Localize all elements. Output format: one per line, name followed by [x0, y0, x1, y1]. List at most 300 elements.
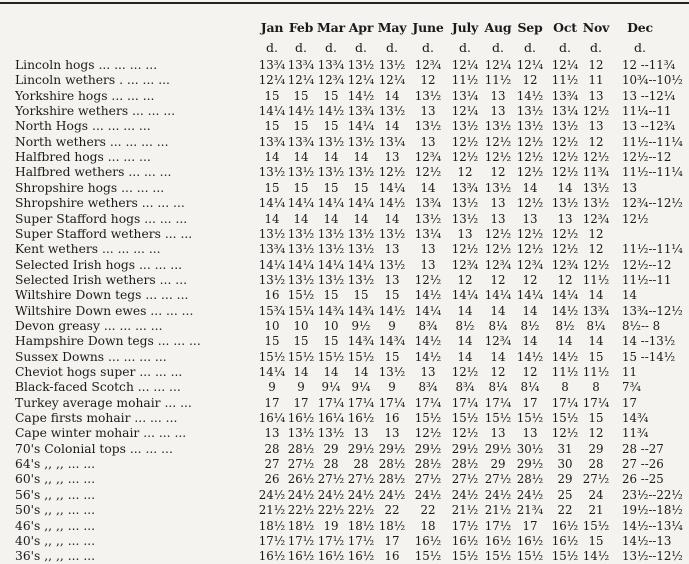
price-cell: 28 [353, 457, 369, 472]
price-cell: 12 [522, 365, 538, 379]
price-cell: 14 [588, 288, 604, 303]
price-cell: 14 [490, 303, 506, 318]
price-cell: 13¾ [582, 303, 610, 318]
price-cell: 14¾ [347, 303, 375, 318]
price-cell: 14 [420, 180, 436, 195]
price-cell: 12½ [551, 150, 579, 165]
price-cell: 14½ [551, 303, 579, 318]
price-cell: 28½ [516, 472, 544, 487]
price-cell: 25 [557, 487, 573, 502]
row-label: Shropshire wethers ... ... ... [15, 196, 185, 211]
price-cell: 17½ [484, 518, 512, 533]
price-cell: 13½ [347, 226, 375, 241]
price-cell: 16½ [414, 533, 442, 548]
price-cell: 13½ [317, 226, 345, 241]
price-cell: 14¼ [258, 365, 286, 379]
price-cell: 10 [293, 318, 309, 333]
price-cell: 22½ [317, 503, 345, 518]
price-cell: 27½ [317, 472, 345, 487]
price-cell: 13½ [287, 226, 315, 241]
price-cell: 13½ [484, 180, 512, 195]
price-cell: 9½ [351, 318, 371, 333]
unit-label: d. [559, 40, 571, 55]
price-cell: 23½--22½ [622, 487, 683, 502]
price-cell: 14 [522, 180, 538, 195]
price-cell: 9 [388, 380, 396, 395]
price-cell: 13½ [287, 242, 315, 257]
price-cell: 13 [490, 211, 506, 226]
row-label: Cape firsts mohair ... ... ... [15, 411, 178, 426]
price-cell: 12½ [451, 134, 479, 149]
price-cell: 12½ [551, 134, 579, 149]
price-cell: 13¼ [378, 134, 406, 149]
price-cell: 14 [522, 334, 538, 349]
row-label: Devon greasy ... ... ... ... [15, 318, 163, 333]
price-cell: 14 [293, 150, 309, 165]
price-cell: 27½ [414, 472, 442, 487]
price-cell: 12½ [516, 242, 544, 257]
price-cell: 16½ [317, 549, 345, 564]
price-cell: 15 [293, 88, 309, 103]
price-cell: 11½--11 [622, 272, 672, 287]
price-cell: 12 [588, 242, 604, 257]
price-cell: 12¼ [516, 58, 544, 72]
price-cell: 14 [457, 303, 473, 318]
price-cell: 24½ [516, 487, 544, 502]
price-cell: 14½ [317, 104, 345, 119]
price-cell: 13 [264, 426, 280, 441]
price-cell: 14 [384, 88, 400, 103]
price-cell: 13½ [551, 119, 579, 134]
price-cell: 12¾ [484, 257, 512, 272]
price-cell: 12 --11¾ [622, 58, 676, 72]
month-header-dec: Dec [627, 20, 653, 35]
price-cell: 12½ [484, 242, 512, 257]
price-cell: 13 [588, 119, 604, 134]
row-label: North wethers ... ... ... ... [15, 134, 169, 149]
price-cell: 14½ [378, 303, 406, 318]
price-cell: 12¼ [484, 58, 512, 72]
price-cell: 12½ [484, 226, 512, 241]
price-cell: 12 [490, 365, 506, 379]
price-cell: 13¾ [258, 134, 286, 149]
price-cell: 15½ [414, 411, 442, 426]
price-cell: 16¼ [258, 411, 286, 426]
price-cell: 12¼ [451, 104, 479, 119]
price-cell: 14¼ [347, 196, 375, 211]
price-cell: 30 [557, 457, 573, 472]
price-cell: 13 [457, 226, 473, 241]
unit-label: d. [295, 40, 307, 55]
price-cell: 14 [588, 334, 604, 349]
row-label: Lincoln wethers . ... ... ... [15, 73, 170, 88]
price-cell: 18½ [378, 518, 406, 533]
price-cell: 13¾ [317, 58, 345, 72]
price-cell: 16½ [287, 549, 315, 564]
price-cell: 15 [264, 180, 280, 195]
price-cell: 16½ [287, 411, 315, 426]
price-cell: 28 [323, 457, 339, 472]
unit-label: d. [634, 40, 646, 55]
row-label: Cheviot hogs super ... ... ... [15, 365, 183, 379]
price-cell: 29½ [347, 441, 375, 456]
price-cell: 8¼ [586, 318, 606, 333]
price-cell: 8¼ [520, 380, 540, 395]
price-cell: 13 [420, 365, 436, 379]
price-cell: 24 [588, 487, 604, 502]
price-cell: 10 [323, 318, 339, 333]
price-cell: 15½ [317, 349, 345, 364]
price-cell: 13½ [516, 119, 544, 134]
price-cell: 13 [490, 196, 506, 211]
row-label: 64's ,, ,, ... ... [15, 457, 96, 472]
price-cell: 16½ [347, 411, 375, 426]
price-cell: 13½ [347, 242, 375, 257]
price-cell: 15 [588, 533, 604, 548]
price-cell: 13 [420, 104, 436, 119]
price-cell: 13 [384, 150, 400, 165]
price-cell: 15 [588, 349, 604, 364]
row-label: Shropshire hogs ... ... ... [15, 180, 165, 195]
price-cell: 17 [622, 395, 638, 410]
price-cell: 10 [264, 318, 280, 333]
price-cell: 12 [522, 73, 538, 88]
price-cell: 12¼ [451, 58, 479, 72]
price-cell: 15 [293, 180, 309, 195]
price-cell: 15½ [258, 349, 286, 364]
price-cell: 21½ [484, 503, 512, 518]
price-cell: 13½ [317, 134, 345, 149]
price-cell: 15 [293, 119, 309, 134]
row-label: Black-faced Scotch ... ... ... [15, 380, 181, 395]
price-cell: 13½ [516, 104, 544, 119]
price-cell: 13 --12¼ [622, 88, 676, 103]
price-cell: 12 [420, 73, 436, 88]
row-label: Yorkshire wethers ... ... ... [15, 104, 176, 119]
price-cell: 14 --13½ [622, 334, 676, 349]
price-cell: 21½ [451, 503, 479, 518]
price-cell: 13¾ [451, 180, 479, 195]
price-cell: 8 [561, 380, 569, 395]
price-cell: 9¼ [351, 380, 371, 395]
top-rule [0, 2, 689, 4]
price-cell: 16 [384, 411, 400, 426]
row-label: Cape winter mohair ... ... ... [15, 426, 187, 441]
price-cell: 8¾ [455, 380, 475, 395]
price-cell: 12½ [582, 150, 610, 165]
price-cell: 15 [323, 180, 339, 195]
price-cell: 17¼ [484, 395, 512, 410]
price-cell: 14½--13 [622, 533, 672, 548]
row-label: Sussex Downs ... ... ... ... [15, 349, 167, 364]
price-cell: 13 [384, 242, 400, 257]
price-cell: 24½ [451, 487, 479, 502]
price-cell: 15½ [414, 549, 442, 564]
price-cell: 14 [557, 180, 573, 195]
month-header-apr: Apr [348, 20, 374, 35]
price-cell: 13½ [414, 119, 442, 134]
price-cell: 14¼ [484, 288, 512, 303]
price-cell: 11 [588, 73, 604, 88]
price-cell: 14 [384, 119, 400, 134]
price-cell: 15½ [287, 288, 315, 303]
price-cell: 13½ [378, 226, 406, 241]
price-cell: 14 [490, 349, 506, 364]
unit-label: d. [524, 40, 536, 55]
price-cell: 11½--11¼ [622, 242, 683, 257]
month-header-june: June [412, 20, 444, 35]
price-cell: 13½ [347, 272, 375, 287]
price-cell: 16½ [451, 533, 479, 548]
price-cell: 11½ [451, 73, 479, 88]
row-label: Selected Irish hogs ... ... ... [15, 257, 183, 272]
price-cell: 11½ [582, 272, 610, 287]
price-cell: 14¼ [451, 288, 479, 303]
row-label: 56's ,, ,, ... ... [15, 487, 96, 502]
price-cell: 14¼ [516, 288, 544, 303]
unit-label: d. [355, 40, 367, 55]
price-cell: 12½ [451, 426, 479, 441]
price-cell: 14¼ [287, 196, 315, 211]
price-cell: 26 [264, 472, 280, 487]
price-cell: 17¼ [347, 395, 375, 410]
row-label: Wiltshire Down tegs ... ... ... [15, 288, 189, 303]
price-cell: 13 [490, 104, 506, 119]
price-cell: 13½ [451, 211, 479, 226]
price-cell: 29 [557, 472, 573, 487]
unit-label: d. [590, 40, 602, 55]
price-cell: 15 [323, 119, 339, 134]
price-cell: 14¼ [551, 288, 579, 303]
price-cell: 15 --14½ [622, 349, 676, 364]
row-label: Yorkshire hogs ... ... ... [15, 88, 155, 103]
price-cell: 17 [522, 395, 538, 410]
price-cell: 14 [353, 365, 369, 379]
price-cell: 14½ [516, 349, 544, 364]
price-cell: 11¾ [582, 165, 610, 180]
price-cell: 14 [522, 303, 538, 318]
price-cell: 11½ [551, 365, 579, 379]
month-header-aug: Aug [484, 20, 512, 35]
price-cell: 13 [490, 426, 506, 441]
price-cell: 21 [588, 503, 604, 518]
price-cell: 12½ [516, 165, 544, 180]
price-cell: 16¼ [317, 411, 345, 426]
price-cell: 28½ [414, 457, 442, 472]
row-label: 40's ,, ,, ... ... [15, 533, 96, 548]
price-cell: 13½ [258, 165, 286, 180]
price-cell: 24½ [347, 487, 375, 502]
price-cell: 13½ [258, 272, 286, 287]
price-cell: 12½ [551, 426, 579, 441]
price-cell: 12¼ [258, 73, 286, 88]
price-cell: 14 [323, 211, 339, 226]
price-cell: 12½ [451, 242, 479, 257]
price-cell: 29½ [451, 441, 479, 456]
row-label: North Hogs ... ... ... ... [15, 119, 151, 134]
price-cell: 11½--11¼ [622, 134, 683, 149]
price-cell: 8¾ [418, 318, 438, 333]
price-cell: 13½ [378, 104, 406, 119]
price-cell: 17¼ [414, 395, 442, 410]
price-cell: 27½ [582, 472, 610, 487]
price-cell: 13½ [347, 58, 375, 72]
price-cell: 15 [264, 334, 280, 349]
price-cell: 13½ [317, 426, 345, 441]
unit-label: d. [422, 40, 434, 55]
price-cell: 15 [384, 288, 400, 303]
price-cell: 16½ [484, 533, 512, 548]
price-cell: 8½ [455, 318, 475, 333]
month-header-sep: Sep [517, 20, 543, 35]
price-cell: 16 [384, 549, 400, 564]
price-cell: 14½--13¼ [622, 518, 683, 533]
price-cell: 12 [457, 165, 473, 180]
price-cell: 14 [323, 365, 339, 379]
price-cell: 12½ [414, 426, 442, 441]
price-cell: 16½ [516, 533, 544, 548]
row-label: 46's ,, ,, ... ... [15, 518, 96, 533]
price-cell: 28½ [451, 457, 479, 472]
price-cell: 14 [293, 211, 309, 226]
price-cell: 13½ [414, 88, 442, 103]
month-header-july: July [451, 20, 479, 35]
price-cell: 24½ [258, 487, 286, 502]
price-cell: 29 [588, 441, 604, 456]
price-cell: 11¼--11 [622, 104, 672, 119]
price-cell: 12½ [451, 365, 479, 379]
price-cell: 12¾ [414, 150, 442, 165]
price-cell: 13½ [484, 119, 512, 134]
price-cell: 14¼ [347, 119, 375, 134]
price-cell: 12 [588, 134, 604, 149]
price-cell: 12¾ [484, 334, 512, 349]
price-cell: 24½ [414, 487, 442, 502]
month-header-feb: Feb [288, 20, 314, 35]
price-cell: 15 [353, 288, 369, 303]
price-cell: 12½ [484, 150, 512, 165]
price-cell: 12 [588, 226, 604, 241]
price-cell: 15 [384, 349, 400, 364]
month-header-mar: Mar [317, 20, 345, 35]
price-cell: 13¾ [414, 196, 442, 211]
row-label: 36's ,, ,, ... ... [15, 549, 96, 564]
price-cell: 12¼ [551, 58, 579, 72]
price-cell: 12 [490, 165, 506, 180]
price-cell: 19½--18½ [622, 503, 683, 518]
price-cell: 14 [622, 288, 638, 303]
price-cell: 12½--12 [622, 150, 672, 165]
price-cell: 15½ [516, 549, 544, 564]
price-cell: 17 [384, 533, 400, 548]
price-cell: 27½ [287, 457, 315, 472]
price-cell: 24½ [287, 487, 315, 502]
month-header-nov: Nov [582, 20, 610, 35]
price-cell: 12½ [484, 134, 512, 149]
price-cell: 16½ [551, 533, 579, 548]
price-cell: 13¼ [451, 88, 479, 103]
price-cell: 27½ [347, 472, 375, 487]
price-cell: 12½ [451, 150, 479, 165]
price-cell: 17¼ [451, 395, 479, 410]
price-cell: 15¼ [287, 303, 315, 318]
price-cell: 13 --12¾ [622, 119, 676, 134]
row-label: Super Stafford wethers ... ... [15, 226, 193, 241]
price-cell: 24½ [317, 487, 345, 502]
unit-label: d. [266, 40, 278, 55]
price-cell: 13½ [378, 58, 406, 72]
price-cell: 30½ [516, 441, 544, 456]
price-cell: 17½ [347, 533, 375, 548]
unit-label: d. [492, 40, 504, 55]
row-label: Turkey average mohair ... ... [15, 395, 192, 410]
price-cell: 13½ [551, 196, 579, 211]
price-cell: 15¾ [258, 303, 286, 318]
price-cell: 12¾ [317, 73, 345, 88]
price-cell: 12¾ [451, 257, 479, 272]
price-cell: 26½ [287, 472, 315, 487]
price-cell: 13½ [347, 165, 375, 180]
price-cell: 13 [384, 426, 400, 441]
price-cell: 14 [457, 334, 473, 349]
price-cell: 12½ [516, 134, 544, 149]
price-cell: 17½ [258, 533, 286, 548]
price-cell: 15 [588, 411, 604, 426]
price-cell: 24½ [484, 487, 512, 502]
row-label: 60's ,, ,, ... ... [15, 472, 96, 487]
price-cell: 18½ [347, 518, 375, 533]
price-cell: 12½ [582, 257, 610, 272]
price-cell: 14¼ [317, 196, 345, 211]
price-cell: 13 [522, 426, 538, 441]
price-cell: 14¾ [317, 303, 345, 318]
price-cell: 13 [384, 272, 400, 287]
price-cell: 13¼ [551, 104, 579, 119]
price-cell: 13¾ [347, 104, 375, 119]
price-cell: 15½ [451, 549, 479, 564]
price-cell: 12 [490, 272, 506, 287]
price-cell: 13½ [414, 211, 442, 226]
price-cell: 8½ [555, 318, 575, 333]
price-cell: 12¾ [551, 257, 579, 272]
price-cell: 14½ [582, 549, 610, 564]
price-cell: 11½--11¼ [622, 165, 683, 180]
price-cell: 13½ [378, 365, 406, 379]
price-cell: 10¾--10½ [622, 73, 683, 88]
price-cell: 14½ [287, 104, 315, 119]
row-label: Lincoln hogs ... ... ... ... [15, 58, 158, 72]
price-cell: 29½ [378, 441, 406, 456]
price-cell: 13 [353, 426, 369, 441]
price-cell: 13¼ [414, 226, 442, 241]
price-cell: 17 [293, 395, 309, 410]
price-cell: 8¼ [488, 318, 508, 333]
price-cell: 27 --26 [622, 457, 664, 472]
price-cell: 12½ [551, 242, 579, 257]
price-cell: 14¼ [258, 196, 286, 211]
price-cell: 13 [420, 134, 436, 149]
price-cell: 13 [588, 88, 604, 103]
price-cell: 18½ [287, 518, 315, 533]
price-cell: 15 [353, 180, 369, 195]
price-cell: 13 [420, 242, 436, 257]
price-cell: 14¼ [378, 180, 406, 195]
unit-label: d. [386, 40, 398, 55]
price-cell: 15 [264, 88, 280, 103]
month-header-jan: Jan [260, 20, 284, 35]
price-cell: 14½ [551, 349, 579, 364]
row-label: Hampshire Down tegs ... ... ... [15, 334, 201, 349]
